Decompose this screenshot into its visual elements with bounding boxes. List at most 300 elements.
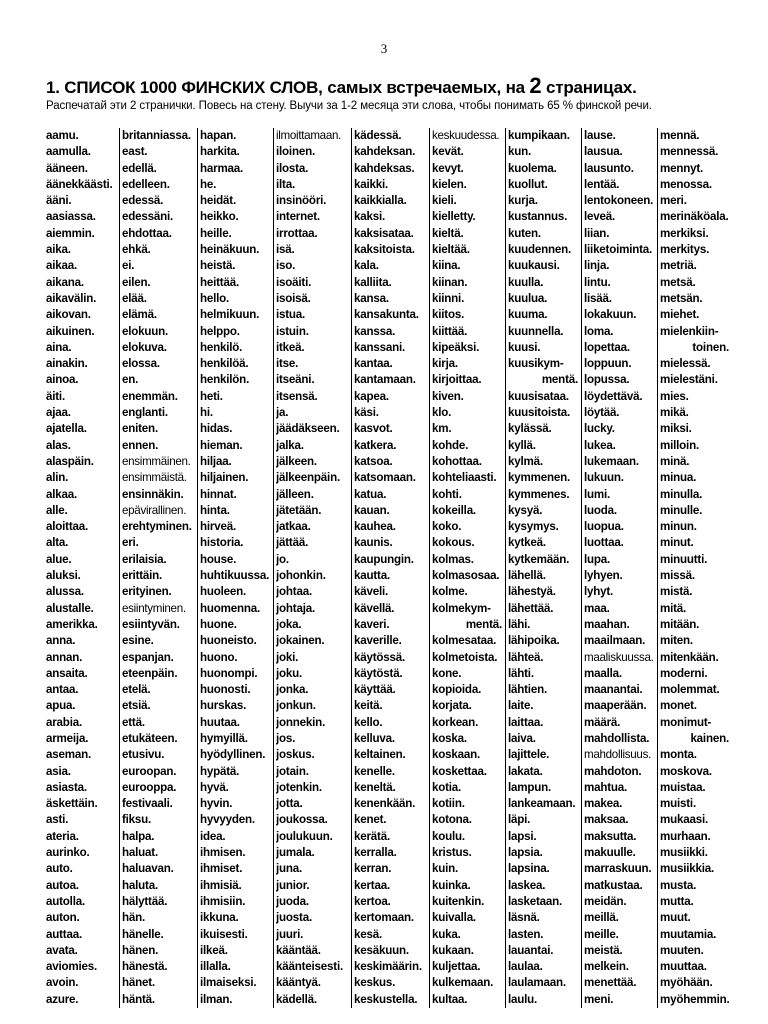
word-entry: aamu. <box>46 129 79 142</box>
word-entry: ensimmäinen. <box>122 454 191 468</box>
word-entry: lapsia. <box>508 846 543 860</box>
word-entry: kielletty. <box>432 210 476 224</box>
word-entry: isoäiti. <box>276 275 312 289</box>
word-entry: ainakin. <box>46 357 88 371</box>
word-entry: asia. <box>46 764 71 778</box>
word-entry: että. <box>122 715 145 729</box>
word-entry: joulukuun. <box>276 829 333 843</box>
word-entry: ilmaiseksi. <box>200 976 257 990</box>
word-entry: arabia. <box>46 715 82 729</box>
word-entry: koskettaa. <box>432 764 487 778</box>
word-entry: juna. <box>276 862 303 876</box>
word-entry: katua. <box>354 487 387 501</box>
word-entry: edellä. <box>122 161 157 175</box>
word-entry: edessä. <box>122 194 164 208</box>
word-entry: kuusitoista. <box>508 406 571 420</box>
word-entry: johtaa. <box>276 585 312 599</box>
word-entry: hyvin. <box>200 797 233 811</box>
word-entry: etsiä. <box>122 699 151 713</box>
word-entry: isoisä. <box>276 291 311 305</box>
word-entry: merinäköala. <box>660 210 729 224</box>
word-entry: antaa. <box>46 683 79 697</box>
word-entry: jokainen. <box>276 634 325 648</box>
word-entry: heille. <box>200 226 232 240</box>
word-entry: hapan. <box>200 129 237 142</box>
word-entry: joki. <box>276 650 299 664</box>
word-column <box>506 128 582 1008</box>
word-entry: äiti. <box>46 389 65 403</box>
word-entry: huomenna. <box>200 601 261 615</box>
word-entry: heistä. <box>200 259 236 273</box>
word-entry: kiina. <box>432 259 461 273</box>
word-entry: minulla. <box>660 487 703 501</box>
word-column <box>274 128 352 1008</box>
word-entry: jälleen. <box>276 487 314 501</box>
word-entry: kansakunta. <box>354 308 419 322</box>
word-entry: muut. <box>660 911 691 925</box>
word-entry: monta. <box>660 748 697 762</box>
word-entry: hymyillä. <box>200 731 248 745</box>
word-entry: ansaita. <box>46 666 88 680</box>
word-entry: jonkun. <box>276 699 316 713</box>
word-entry: luopua. <box>584 520 624 534</box>
word-entry: haluavan. <box>122 862 174 876</box>
word-entry: helmikuun. <box>200 308 260 322</box>
word-entry: kuudennen. <box>508 243 572 257</box>
title-main: 1. СПИСОК 1000 ФИНСКИХ СЛОВ <box>46 78 319 97</box>
word-entry: eteenpäin. <box>122 666 178 680</box>
word-entry: lampun. <box>508 780 552 794</box>
word-entry: käsi. <box>354 406 379 420</box>
word-entry: kymmenen. <box>508 471 570 485</box>
word-entry: huoneisto. <box>200 634 257 648</box>
word-entry: ainoa. <box>46 373 79 387</box>
word-entry: monimut- <box>660 715 712 729</box>
word-entry: mennessä. <box>660 145 719 159</box>
word-entry: lasketaan. <box>508 894 563 908</box>
word-entry: lyhyt. <box>584 585 614 599</box>
word-entry: mikä. <box>660 406 689 420</box>
word-entry: muistaa. <box>660 780 706 794</box>
word-entry: kurja. <box>508 194 538 208</box>
word-entry: edelleen. <box>122 177 170 191</box>
word-entry: jo. <box>276 552 289 566</box>
word-entry: keltainen. <box>354 748 406 762</box>
word-entry: kiittää. <box>432 324 468 338</box>
word-entry: kuollut. <box>508 177 548 191</box>
word-entry: miten. <box>660 634 693 648</box>
word-entry: kuunnella. <box>508 324 564 338</box>
word-entry: kolmas. <box>432 552 474 566</box>
word-entry: aluksi. <box>46 569 81 583</box>
word-entry: east. <box>122 145 148 159</box>
word-entry: elossa. <box>122 357 160 371</box>
word-entry: erehtyminen. <box>122 520 192 534</box>
word-entry: kantamaan. <box>354 373 416 387</box>
word-entry: kolmekym- <box>432 601 491 615</box>
word-entry: lähettää. <box>508 601 554 615</box>
word-entry: jalka. <box>276 438 304 452</box>
word-entry: jotta. <box>276 797 303 811</box>
word-entry: itse. <box>276 357 299 371</box>
word-entry: lopettaa. <box>584 340 630 354</box>
word-entry: katsomaan. <box>354 471 416 485</box>
word-entry: kerralla. <box>354 846 397 860</box>
word-entry: metsän. <box>660 291 703 305</box>
word-entry: minä. <box>660 454 690 468</box>
word-entry: hyödyllinen. <box>200 748 266 762</box>
word-entry: kohteliaasti. <box>432 471 497 485</box>
word-entry: koska. <box>432 731 467 745</box>
word-entry: epävirallinen. <box>122 503 187 517</box>
word-entry: ikuisesti. <box>200 927 248 941</box>
word-entry: lucky. <box>584 422 615 436</box>
word-entry: häntä. <box>122 992 155 1006</box>
word-entry: jumala. <box>276 846 315 860</box>
word-entry: laulamaan. <box>508 976 566 990</box>
word-entry: menettää. <box>584 976 637 990</box>
word-entry: mahtua. <box>584 780 628 794</box>
word-entry: kohti. <box>432 487 462 501</box>
word-entry: jatkaa. <box>276 520 311 534</box>
word-entry: erittäin. <box>122 569 163 583</box>
word-entry: eurooppa. <box>122 780 177 794</box>
word-entry: keitä. <box>354 699 383 713</box>
word-entry: kiinni. <box>432 291 465 305</box>
word-entry: minuutti. <box>660 552 708 566</box>
word-entry: historia. <box>200 536 244 550</box>
word-entry: meillä. <box>584 911 619 925</box>
word-entry: matkustaa. <box>584 878 643 892</box>
word-entry: alussa. <box>46 585 84 599</box>
word-entry: etusivu. <box>122 748 165 762</box>
word-entry: huhtikuussa. <box>200 569 270 583</box>
word-entry: mielenkiin- <box>660 324 719 338</box>
word-entry: avata. <box>46 943 78 957</box>
word-entry: kylmä. <box>508 454 543 468</box>
word-entry: ihmisiin. <box>200 894 246 908</box>
word-entry: lintu. <box>584 275 611 289</box>
word-entry: itsensä. <box>276 389 318 403</box>
word-entry: kenenkään. <box>354 797 416 811</box>
word-entry: maaliskuussa. <box>584 650 654 664</box>
word-entry: lukemaan. <box>584 454 639 468</box>
word-entry: heittää. <box>200 275 239 289</box>
word-entry: liiketoiminta. <box>584 243 653 257</box>
word-entry: loppuun. <box>584 357 632 371</box>
word-entry: merkiksi. <box>660 226 709 240</box>
word-entry: idea. <box>200 829 226 843</box>
word-entry: ilta. <box>276 177 295 191</box>
word-entry: anna. <box>46 634 76 648</box>
word-entry: ensimmäistä. <box>122 471 187 485</box>
word-entry: liian. <box>584 226 610 240</box>
word-entry: minun. <box>660 520 697 534</box>
word-entry: hinnat. <box>200 487 237 501</box>
word-entry: maahan. <box>584 617 630 631</box>
word-entry: kuitenkin. <box>432 894 485 908</box>
word-entry: miehet. <box>660 308 700 322</box>
word-entry: kaksitoista. <box>354 243 415 257</box>
word-entry: meri. <box>660 194 687 208</box>
word-entry: lukea. <box>584 438 616 452</box>
word-entry: ilman. <box>200 992 233 1006</box>
word-entry: mentä. <box>465 617 502 631</box>
word-entry: maksutta. <box>584 829 637 843</box>
word-entry: jäädäkseen. <box>276 422 340 436</box>
word-entry: marraskuun. <box>584 862 652 876</box>
word-entry: amerikka. <box>46 617 98 631</box>
word-entry: johonkin. <box>276 569 326 583</box>
word-entry: luottaa. <box>584 536 624 550</box>
word-entry: lupa. <box>584 552 611 566</box>
word-entry: kerran. <box>354 862 392 876</box>
word-entry: alta. <box>46 536 69 550</box>
word-entry: meidän. <box>584 894 627 908</box>
word-entry: minulle. <box>660 503 703 517</box>
word-entry: kävellä. <box>354 601 395 615</box>
word-entry: heti. <box>200 389 223 403</box>
word-entry: lopussa. <box>584 373 630 387</box>
word-entry: lähestyä. <box>508 585 556 599</box>
word-entry: en. <box>122 373 139 387</box>
word-column <box>120 128 198 1008</box>
word-entry: metsä. <box>660 275 696 289</box>
word-entry: lokakuun. <box>584 308 637 322</box>
word-entry: kesä. <box>354 927 383 941</box>
word-entry: lähti. <box>508 666 534 680</box>
word-entry: hidas. <box>200 422 233 436</box>
word-entry: aasiassa. <box>46 210 96 224</box>
word-entry: klo. <box>432 406 452 420</box>
word-entry: kaksisataa. <box>354 226 414 240</box>
word-entry: etelä. <box>122 683 151 697</box>
word-entry: kuolema. <box>508 161 557 175</box>
word-entry: keneltä. <box>354 780 396 794</box>
word-entry: lause. <box>584 129 616 142</box>
word-column <box>658 128 732 1008</box>
word-entry: aamulla. <box>46 145 91 159</box>
word-entry: kuinka. <box>432 878 471 892</box>
word-entry: ilkeä. <box>200 943 228 957</box>
word-entry: jonka. <box>276 683 309 697</box>
word-entry: eri. <box>122 536 139 550</box>
word-entry: avoin. <box>46 976 79 990</box>
word-entry: lumi. <box>584 487 611 501</box>
word-entry: kylässä. <box>508 422 552 436</box>
word-entry: metriä. <box>660 259 697 273</box>
word-entry: kuin. <box>432 862 459 876</box>
word-entry: ehkä. <box>122 243 151 257</box>
word-entry: minut. <box>660 536 694 550</box>
word-entry: kahdeksas. <box>354 161 415 175</box>
word-entry: kolmetoista. <box>432 650 498 664</box>
word-entry: jälkeen. <box>276 454 317 468</box>
word-entry: lauantai. <box>508 943 554 957</box>
word-entry: elokuva. <box>122 340 167 354</box>
word-entry: armeija. <box>46 731 89 745</box>
word-entry: alle. <box>46 503 68 517</box>
word-entry: mennyt. <box>660 161 704 175</box>
word-entry: huono. <box>200 650 238 664</box>
word-entry: korjata. <box>432 699 472 713</box>
word-entry: toinen. <box>692 340 729 354</box>
word-entry: henkilö. <box>200 340 243 354</box>
word-entry: kone. <box>432 666 462 680</box>
word-entry: kopioida. <box>432 683 482 697</box>
word-entry: keskustella. <box>354 992 418 1006</box>
word-entry: minua. <box>660 471 697 485</box>
word-entry: ajatella. <box>46 422 87 436</box>
word-entry: haluat. <box>122 846 158 860</box>
word-entry: lakata. <box>508 764 543 778</box>
word-entry: juosta. <box>276 911 312 925</box>
word-entry: hän. <box>122 911 146 925</box>
word-entry: aikavälin. <box>46 291 97 305</box>
word-entry: musiikkia. <box>660 862 715 876</box>
word-entry: kumpikaan. <box>508 129 570 142</box>
word-entry: murhaan. <box>660 829 711 843</box>
word-entry: löydettävä. <box>584 389 643 403</box>
word-entry: hänen. <box>122 943 159 957</box>
word-entry: miksi. <box>660 422 692 436</box>
word-entry: hälyttää. <box>122 894 168 908</box>
word-entry: kuulua. <box>508 291 548 305</box>
word-entry: ajaa. <box>46 406 71 420</box>
word-entry: hinta. <box>200 503 230 517</box>
word-entry: kaksi. <box>354 210 386 224</box>
word-entry: kustannus. <box>508 210 568 224</box>
word-entry: luoda. <box>584 503 617 517</box>
word-entry: eniten. <box>122 422 158 436</box>
word-entry: internet. <box>276 210 320 224</box>
word-entry: moskova. <box>660 764 712 778</box>
word-entry: mies. <box>660 389 689 403</box>
word-entry: erilaisia. <box>122 552 167 566</box>
word-entry: auto. <box>46 862 73 876</box>
word-entry: kokeilla. <box>432 503 476 517</box>
word-entry: kuusisataa. <box>508 389 569 403</box>
word-entry: aseman. <box>46 748 92 762</box>
word-entry: kanssani. <box>354 340 406 354</box>
word-entry: jonnekin. <box>276 715 326 729</box>
word-entry: maksaa. <box>584 813 629 827</box>
word-entry: keskimäärin. <box>354 960 422 974</box>
word-entry: musiikki. <box>660 846 708 860</box>
word-entry: henkilön. <box>200 373 250 387</box>
word-entry: kieli. <box>432 194 457 208</box>
word-entry: koko. <box>432 520 462 534</box>
word-entry: kantaa. <box>354 357 393 371</box>
word-entry: jotain. <box>276 764 309 778</box>
word-entry: kautta. <box>354 569 390 583</box>
word-entry: ennen. <box>122 438 159 452</box>
word-entry: kuusi. <box>508 340 541 354</box>
word-entry: jotenkin. <box>276 780 322 794</box>
word-entry: kuka. <box>432 927 461 941</box>
word-entry: loma. <box>584 324 614 338</box>
word-entry: kauhea. <box>354 520 396 534</box>
word-entry: kotiin. <box>432 797 465 811</box>
word-entry: huutaa. <box>200 715 240 729</box>
word-entry: kahdeksan. <box>354 145 416 159</box>
word-entry: aikana. <box>46 275 84 289</box>
word-entry: heinäkuun. <box>200 243 260 257</box>
word-entry: espanjan. <box>122 650 174 664</box>
word-entry: alas. <box>46 438 71 452</box>
word-entry: ikkuna. <box>200 911 239 925</box>
word-entry: edessäni. <box>122 210 174 224</box>
word-entry: kevyt. <box>432 161 464 175</box>
word-entry: autolla. <box>46 894 85 908</box>
word-entry: ei. <box>122 259 135 273</box>
word-entry: leveä. <box>584 210 616 224</box>
word-entry: henkilöä. <box>200 357 249 371</box>
word-entry: asiasta. <box>46 780 87 794</box>
word-entry: muisti. <box>660 797 696 811</box>
word-entry: kaverille. <box>354 634 402 648</box>
word-entry: iloinen. <box>276 145 315 159</box>
word-entry: hirveä. <box>200 520 236 534</box>
word-entry: kotona. <box>432 813 472 827</box>
word-entry: milloin. <box>660 438 699 452</box>
word-entry: kuivalla. <box>432 911 476 925</box>
word-entry: jos. <box>276 731 296 745</box>
word-entry: kanssa. <box>354 324 396 338</box>
word-entry: hypätä. <box>200 764 240 778</box>
word-entry: lankeamaan. <box>508 797 576 811</box>
word-entry: muuttaa. <box>660 960 707 974</box>
word-entry: haluta. <box>122 878 158 892</box>
word-entry: helppo. <box>200 324 240 338</box>
word-entry: kirja. <box>432 357 458 371</box>
word-entry: käytössä. <box>354 650 406 664</box>
word-entry: kapea. <box>354 389 389 403</box>
word-column <box>582 128 658 1008</box>
word-entry: hänelle. <box>122 927 164 941</box>
word-entry: lisää. <box>584 291 612 305</box>
word-entry: he. <box>200 177 217 191</box>
word-entry: asti. <box>46 813 69 827</box>
word-entry: elää. <box>122 291 147 305</box>
word-entry: ääni. <box>46 194 72 208</box>
word-entry: kiven. <box>432 389 464 403</box>
word-entry: kipeäksi. <box>432 340 480 354</box>
word-entry: kokous. <box>432 536 475 550</box>
word-entry: kainen. <box>690 731 729 745</box>
word-entry: junior. <box>276 878 310 892</box>
word-entry: britanniassa. <box>122 129 191 142</box>
word-entry: korkean. <box>432 715 479 729</box>
word-entry: joku. <box>276 666 303 680</box>
word-entry: elämä. <box>122 308 157 322</box>
word-entry: mukaasi. <box>660 813 709 827</box>
word-entry: kädessä. <box>354 129 402 142</box>
word-entry: istuin. <box>276 324 309 338</box>
word-entry: mitenkään. <box>660 650 719 664</box>
word-entry: kaikki. <box>354 177 389 191</box>
word-entry: molemmat. <box>660 683 720 697</box>
word-entry: kansa. <box>354 291 389 305</box>
word-entry: myöhemmin. <box>660 992 730 1006</box>
word-entry: kesäkuun. <box>354 943 409 957</box>
word-entry: ilmoittamaan. <box>276 129 342 142</box>
word-entry: mahdollista. <box>584 731 650 745</box>
word-entry: ilosta. <box>276 161 309 175</box>
word-entry: kertoa. <box>354 894 391 908</box>
word-entry: lausunto. <box>584 161 634 175</box>
word-entry: kieltää. <box>432 243 470 257</box>
